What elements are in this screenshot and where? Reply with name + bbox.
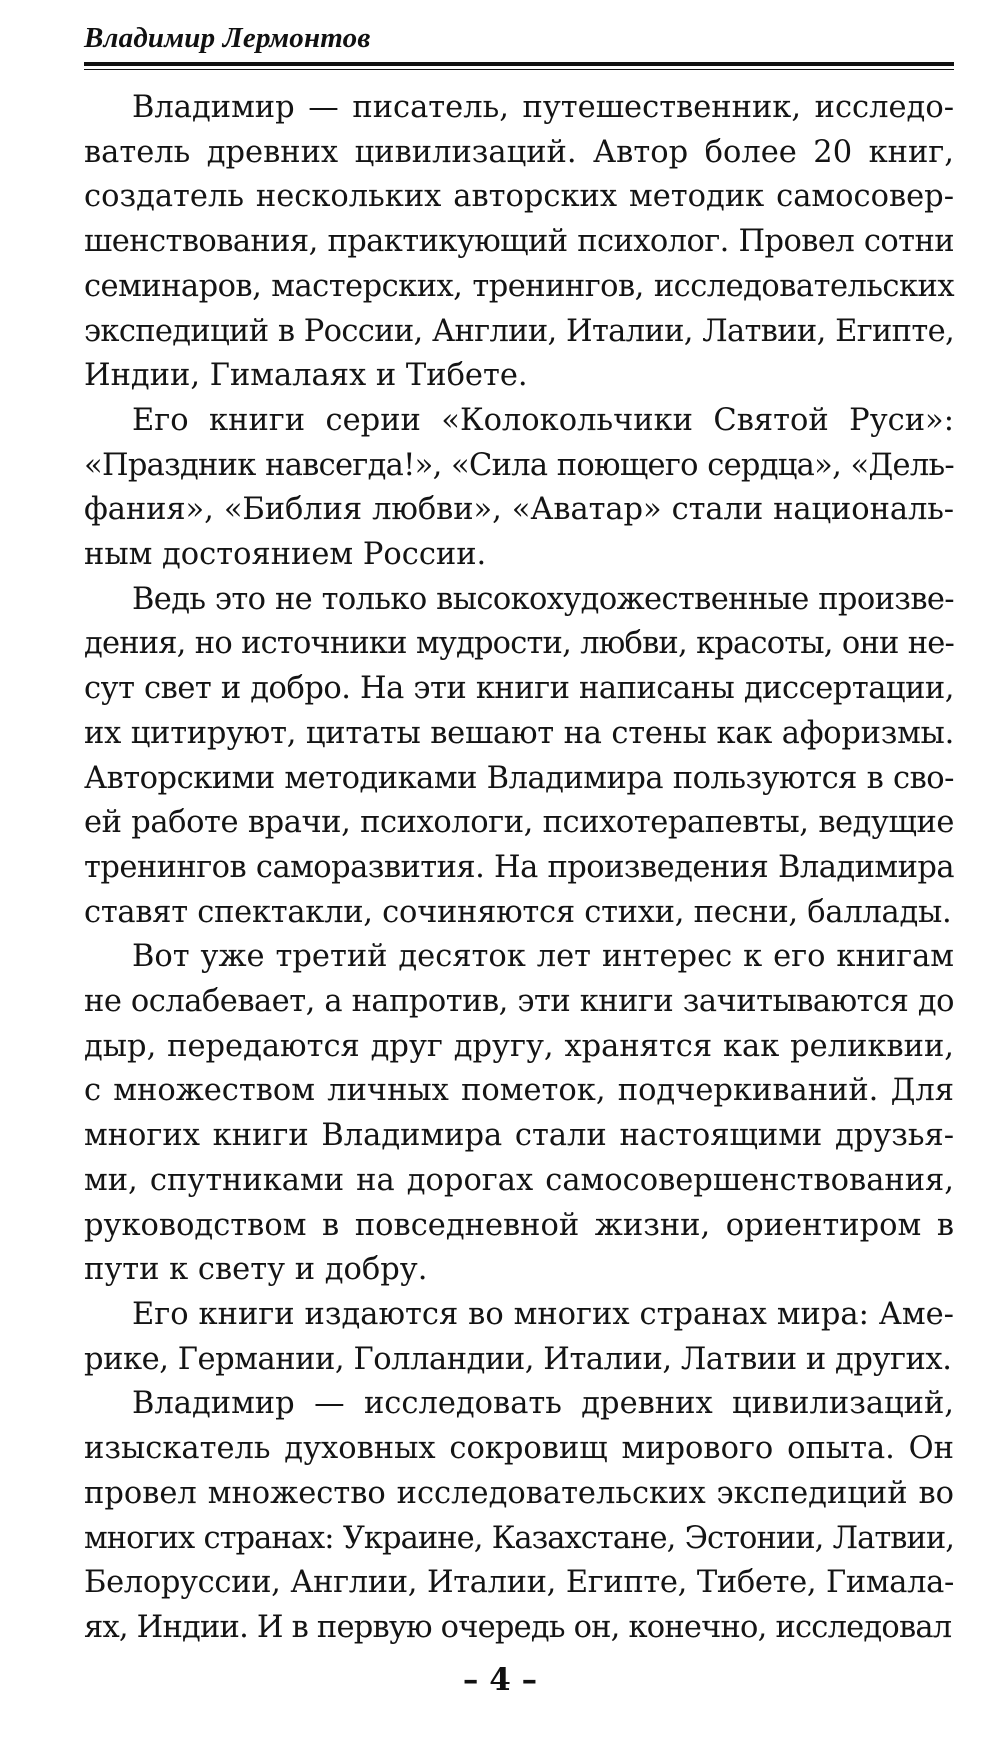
text-line: Владимир — исследовать древних цивилизаций, — [132, 1386, 954, 1422]
text-line: Его книги серии «Колокольчики Святой Руси»: — [132, 402, 954, 438]
text-line: Белоруссии, Англии, Италии, Египте, Тибете, Гимала- — [84, 1565, 954, 1601]
text-line: их цитируют, цитаты вешают на стены как афоризмы. — [84, 715, 954, 751]
body-text — [84, 86, 954, 1651]
text-line: дыр, передаются друг другу, хранятся как реликвии, — [84, 1028, 954, 1064]
page-number: – 4 – — [462, 1662, 538, 1698]
text-line: создатель нескольких авторских методик самосовер- — [84, 179, 954, 215]
text-line: Индии, Гималаях и Тибете. — [84, 358, 528, 394]
text-line: ным достоянием России. — [84, 537, 487, 573]
paragraph — [84, 86, 954, 399]
text-line: экспедиций в России, Англии, Италии, Латвии, Египте, — [84, 313, 954, 349]
text-line: многих книги Владимира стали настоящими друзья- — [84, 1118, 954, 1154]
text-line: ми, спутниками на дорогах самосовершенствования, — [84, 1162, 954, 1198]
header-rule-thick — [84, 62, 954, 66]
text-line: изыскатель духовных сокровищ мирового опыта. Он — [84, 1431, 954, 1467]
text-line: семинаров, мастерских, тренингов, исследовательских — [84, 268, 954, 304]
text-line: «Праздник навсегда!», «Сила поющего сердца», «Дель- — [84, 447, 954, 483]
text-line: пути к свету и добру. — [84, 1252, 428, 1288]
paragraph — [84, 935, 954, 1293]
text-line: Его книги издаются во многих странах мира: Аме- — [132, 1296, 954, 1332]
text-line: ей работе врачи, психологи, психотерапевты, ведущие — [84, 805, 954, 841]
text-line: Авторскими методиками Владимира пользуются в сво- — [84, 760, 954, 796]
running-header-title: Владимир Лермонтов — [84, 22, 371, 54]
text-line: рике, Германии, Голландии, Италии, Латвии и других. — [84, 1341, 952, 1377]
paragraph — [84, 1293, 954, 1382]
text-line: с множеством личных пометок, подчеркиваний. Для — [84, 1073, 954, 1109]
paragraph — [84, 578, 954, 936]
text-line: руководством в повседневной жизни, ориентиром в — [84, 1207, 954, 1243]
text-line: Вот уже третий десяток лет интерес к его книгам — [132, 939, 954, 975]
paragraph — [84, 1382, 954, 1650]
text-line: Ведь это не только высокохудожественные произве- — [132, 581, 954, 617]
text-line: ватель древних цивилизаций. Автор более 20 книг, — [84, 134, 954, 170]
text-line: ях, Индии. И в первую очередь он, конечно, исследовал — [84, 1609, 952, 1645]
text-line: многих странах: Украине, Казахстане, Эстонии, Латвии, — [84, 1520, 954, 1556]
text-line: фания», «Библия любви», «Аватар» стали националь- — [84, 492, 954, 528]
text-line: не ослабевает, а напротив, эти книги зачитываются до — [84, 984, 954, 1020]
text-line: провел множество исследовательских экспедиций во — [84, 1475, 954, 1511]
text-line: дения, но источники мудрости, любви, красоты, они не- — [84, 626, 954, 662]
text-line: Владимир — писатель, путешественник, исследо- — [132, 90, 954, 125]
text-line: шенствования, практикующий психолог. Провел сотни — [84, 224, 954, 260]
header-rule-thin — [84, 69, 954, 70]
text-line: тренингов саморазвития. На произведения Владимира — [84, 849, 954, 885]
text-line: ставят спектакли, сочиняются стихи, песни, баллады. — [84, 894, 952, 930]
text-line: сут свет и добро. На эти книги написаны диссертации, — [84, 671, 954, 707]
paragraph — [84, 399, 954, 578]
